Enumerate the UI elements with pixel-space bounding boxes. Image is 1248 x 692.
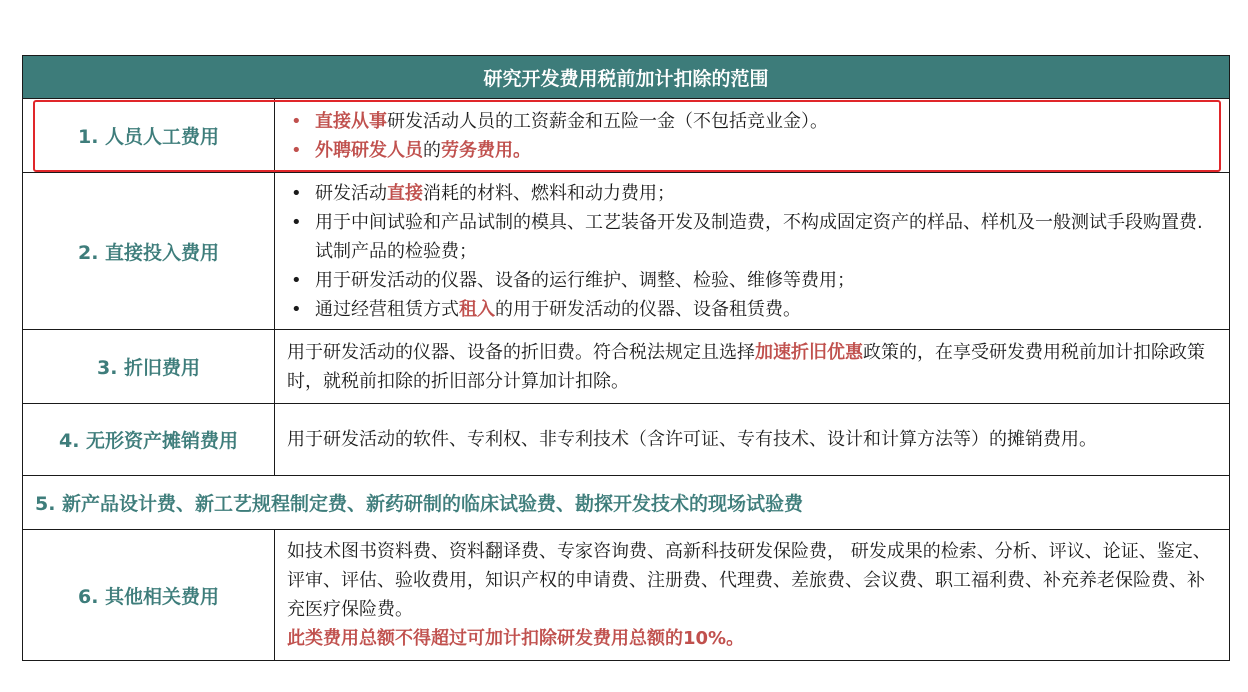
row-content [275,330,1229,403]
body-text: 政策的，在享受研发费用税前加计扣除政策时，就税前扣除的折旧部分计算加计扣除。 [287,341,1205,392]
paragraph [287,425,1219,454]
row-label: 4. 无形资产摊销费用 [23,404,275,475]
list-item [287,208,1219,266]
row-label: 1. 人员人工费用 [23,99,275,172]
highlight-text: 此类费用总额不得超过可加计扣除研发费用总额的10%。 [287,628,745,649]
table-row-direct-input [23,173,1229,330]
body-text: 研发活动 [315,182,387,204]
body-text: 用于研发活动的软件、专利权、非专利技术（含许可证、专有技术、设计和计算方法等）的摊销费用。 [287,429,1097,450]
paragraph [287,624,1219,653]
row-label: 3. 折旧费用 [23,330,275,403]
row-label: 2. 直接投入费用 [23,173,275,329]
list-item [287,295,1219,324]
table-row-new-product [23,476,1229,530]
body-text: 的用于研发活动的仪器、设备租赁费。 [495,298,801,320]
row-content [275,404,1229,475]
table-row-depreciation [23,330,1229,404]
table-row-other [23,530,1229,660]
paragraph [287,338,1219,396]
body-text: 用于研发活动的仪器、设备的运行维护、调整、检验、维修等费用； [315,269,855,291]
highlight-text: 加速折旧优惠 [755,341,863,363]
body-text: 通过经营租赁方式 [315,298,459,320]
row-full-text: 5. 新产品设计费、新工艺规程制定费、新药研制的临床试验费、勘探开发技术的现场试验费 [35,493,804,515]
body-text: 研发活动人员的工资薪金和五险一金（不包括竞业金）。 [387,110,828,132]
body-text: 用于中间试验和产品试制的模具、工艺装备开发及制造费，不构成固定资产的样品、样机及一般测试手段购置费. 试制产品的检验费； [315,211,1203,262]
expense-scope-table [22,55,1230,661]
highlight-text: 直接从事 [315,110,387,132]
list-item [287,179,1219,208]
list-item [287,107,1219,136]
bullet-list [287,179,1219,324]
body-text: 消耗的材料、燃料和动力费用； [423,182,675,204]
table-row-personnel [23,99,1229,173]
row-content [275,173,1229,329]
row-content [275,99,1229,172]
paragraph [287,537,1219,624]
table-row-amortization [23,404,1229,476]
row-content [275,530,1229,660]
highlight-text: 外聘研发人员 [315,139,423,161]
list-item [287,266,1219,295]
highlight-text: 租入 [459,298,495,320]
body-text: 的 [423,139,441,161]
table-title: 研究开发费用税前加计扣除的范围 [23,56,1229,99]
highlight-text: 劳务费用。 [441,139,531,161]
list-item [287,136,1219,165]
body-text: 用于研发活动的仪器、设备的折旧费。符合税法规定且选择 [287,341,755,363]
highlight-text: 直接 [387,182,423,204]
row-label: 6. 其他相关费用 [23,530,275,660]
bullet-list [287,107,1219,165]
body-text: 如技术图书资料费、资料翻译费、专家咨询费、高新科技研发保险费， 研发成果的检索、分析、评议、论证、鉴定、评审、评估、验收费用，知识产权的申请费、注册费、代理费、差旅费、会议费、职工福利费、补充养老保险费、补充医疗保险费。 [287,541,1211,620]
